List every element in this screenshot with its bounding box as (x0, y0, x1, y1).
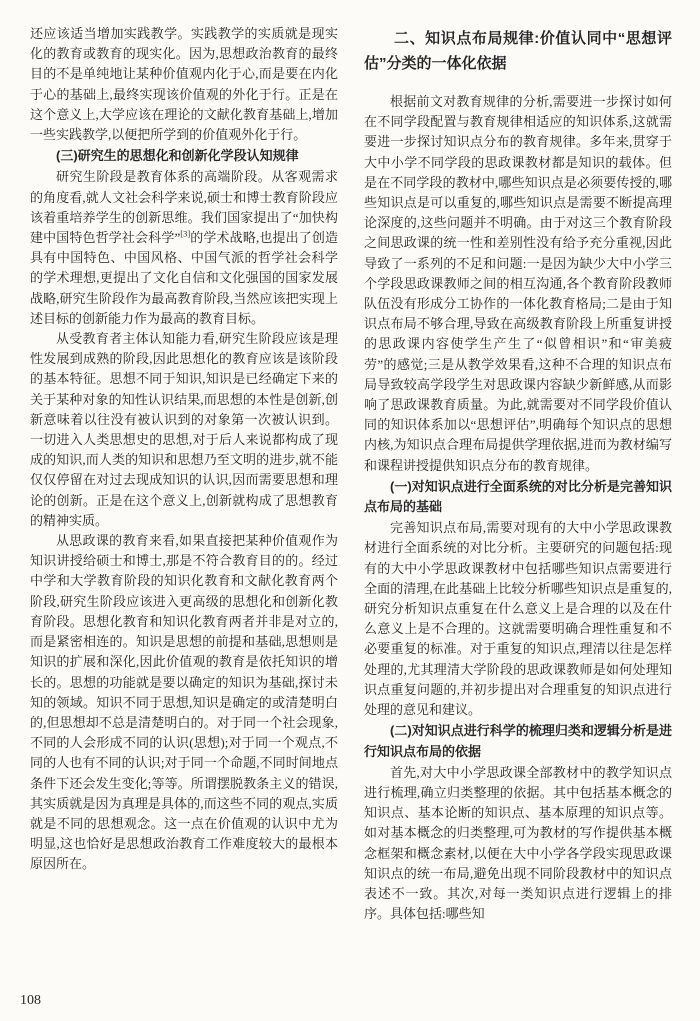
body-paragraph: 还应该适当增加实践教学。实践教学的实质就是现实化的教育或教育的现实化。因为,思想政治教育的最终目的不是单纯地让某种价值观内化于心,而是要在内化于心的基础上,最终实现该价值观的外化于行。正是在这个意义上,大学应该在理论的文献化教育基础上,增加一些实践教学,以便把所学到的价值观外化于行。 (30, 26, 338, 143)
body-paragraph: 首先,对大中小学思政课全部教材中的教学知识点进行梳理,确立归类整理的依据。其中包括基本概念的知识点、基本论断的知识点、基本原理的知识点等。如对基本概念的归类整理,可为教材的写作提供基本概念框架和概念素材,以便在大中小学各学段实现思政课知识点的统一布局,避免出现不同阶段教材中的知识点表述不一致。其次,对每一类知识点进行逻辑上的排序。具体包括:哪些知 (364, 764, 672, 922)
body-paragraph: 从受教育者主体认知能力看,研究生阶段应该是理性发展到成熟的阶段,因此思想化的教育应该是该阶段的基本特征。思想不同于知识,知识是已经确定下来的关于某种对象的知性认识结果,而思想的本性是创新,创新意味着以往没有被认识到的对象第一次被认识到。一切进入人类思想史的思想,对于后人来说都构成了现成的知识,而人类的知识和思想乃至文明的进步,就不能仅仅停留在对过去现成知识的认识,因而需要思想和理论的创新。正是在这个意义上,创新就构成了思想教育的精神实质。 (30, 331, 338, 528)
right-column (364, 24, 672, 924)
paragraph-text: 研究生阶段是教育体系的高端阶段。从客观需求的角度看,就人文社会科学来说,硕士和博士教育阶段应该着重培养学生的创新思维。我们国家提出了“加快构建中国特色哲学社会科学” (30, 169, 338, 246)
section-heading: 二、知识点布局规律:价值认同中“思想评估”分类的一体化依据 (364, 30, 672, 72)
body-paragraph: 从思政课的教育来看,如果直接把某种价值观作为知识讲授给硕士和博士,那是不符合教育目的的。经过中学和大学教育阶段的知识化教育和文献化教育两个阶段,研究生阶段应该进入更高级的思想化和创新化教育阶段。思想化教育和知识化教育两者并非是对立的,而是紧密相连的。知识是思想的前提和基础,思想则是知识的扩展和深化,因此价值观的教育是依托知识的增长的。思想的功能就是要以确定的知识为基础,探讨未知的领域。知识不同于思想,知识是确定的或清楚明白的,但思想却不总是清楚明白的。对于同一个社会现象,不同的人会形成不同的认识(思想);对于同一个观点,不同的人也有不同的认识;对于同一个命题,不同时间地点条件下还会发生变化;等等。所谓摆脱教条主义的错误,其实质就是因为真理是具体的,而这些不同的观点,实质就是不同的思想观念。这一点在价值观的认识中尤为明显,这也恰好是思想政治教育工作难度较大的最根本原因所在。 (30, 533, 338, 872)
paper-page (30, 24, 672, 924)
body-paragraph: 完善知识点布局,需要对现有的大中小学思政课教材进行全面系统的对比分析。主要研究的问题包括:现有的大中小学思政课教材中包括哪些知识点需要进行全面的清理,在此基础上比较分析哪些知识点是重复的,研究分析知识点重复在什么意义上是合理的以及在什么意义上是不合理的。这就需要明确合理性重复和不必要重复的标准。对于重复的知识点,理清以往是怎样处理的,尤其理清大学阶段的思政课教师是如何处理知识点重复问题的,并初步提出对合理重复的知识点进行处理的意见和建议。 (364, 520, 672, 718)
subsection-heading-3: (三)研究生的思想化和创新化学段认知规律 (56, 148, 299, 164)
page-number: 108 (20, 993, 41, 1008)
subsection-heading-1: (一)对知识点进行全面系统的对比分析是完善知识点布局的基础 (364, 478, 672, 515)
paragraph-text: 的学术战略,也提出了创造具有中国特色、中国风格、中国气派的哲学社会科学的学术理想,更提出了文化自信和文化强国的国家发展战略,研究生阶段作为最高教育阶段,当然应该把实现上述目标的创新能力作为最高的教育目标。 (30, 230, 338, 326)
left-column (30, 24, 338, 924)
body-paragraph (30, 167, 338, 329)
subsection-heading-2: (二)对知识点进行科学的梳理归类和逻辑分析是进行知识点布局的依据 (364, 723, 672, 759)
body-paragraph: 根据前文对教育规律的分析,需要进一步探讨如何在不同学段配置与教育规律相适应的知识体系,这就需要进一步探讨知识点分布的教育规律。多年来,贯穿于大中小学不同学段的思政课教材都是知识的载体。但是在不同学段的教材中,哪些知识点是必须要传授的,哪些知识点是可以重复的,哪些知识点是需要不断提高理论深度的,这些问题并不明确。由于对这三个教育阶段之间思政课的统一性和差别性没有给予充分重视,因此导致了一系列的不足和问题:一是因为缺少大中小学三个学段思政课教师之间的相互沟通,各个教育阶段教师队伍没有形成分工协作的一体化教育格局;二是由于知识点布局不够合理,导致在高级教育阶段上所重复讲授的思政课内容使学生产生了“似曾相识”和“审美疲劳”的感觉;三是从教学效果看,这种不合理的知识点布局导致较高学段学生对思政课内容缺少新鲜感,从而影响了思政课教育质量。为此,就需要对不同学段价值认同的知识体系加以“思想评估”,明确每个知识点的思想内核,为知识点合理布局提供学理依据,进而为教材编写和课程讲授提供知识点分布的教育规律。 (364, 94, 672, 473)
citation-ref: [3] (180, 228, 191, 239)
